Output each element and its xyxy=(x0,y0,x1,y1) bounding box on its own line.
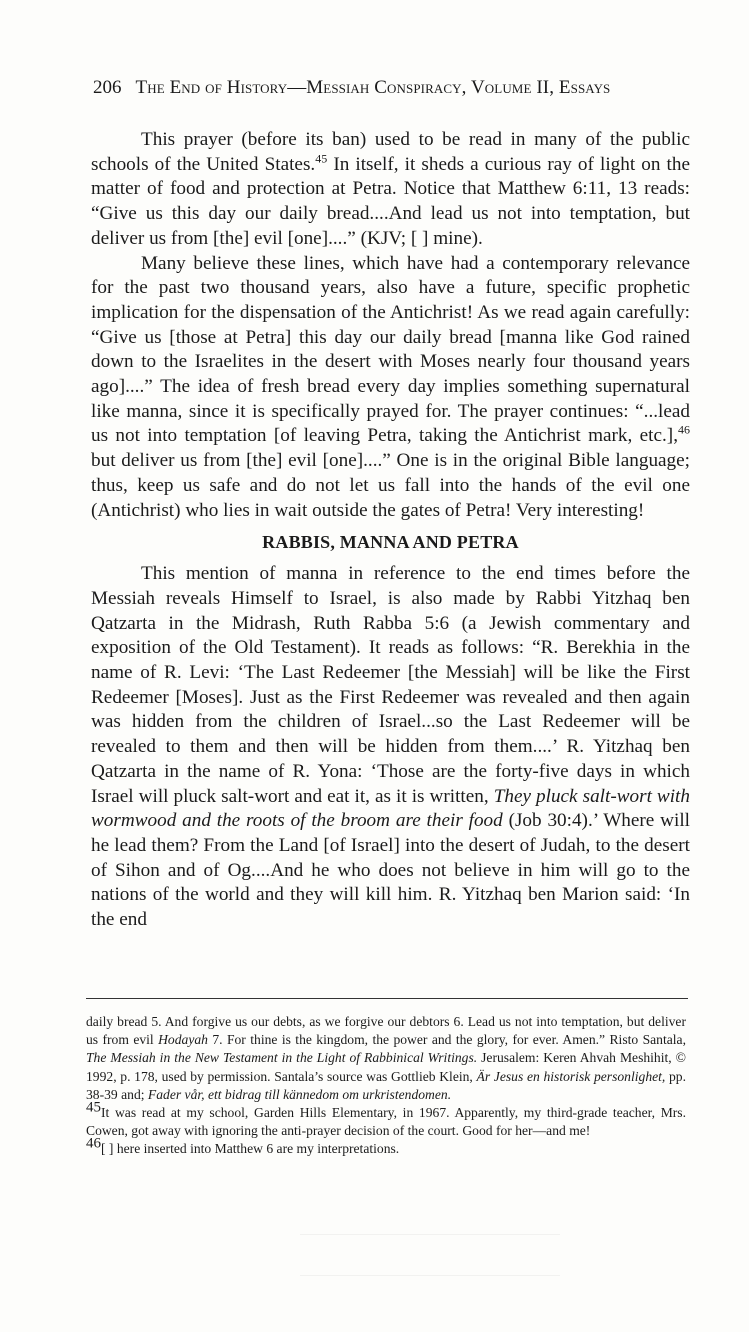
text-run: This prayer (before its ban) used to be read in many of the public schools of the United States. xyxy=(91,129,690,175)
italic-text: The Messiah in the New Testament in the Light of Rabbinical Writings. xyxy=(86,1050,478,1066)
text-run: daily bread 5. And forgive us our debts, as we forgive our debtors 6. Lead us not into temptation, but deliver us from evil xyxy=(86,1014,686,1048)
main-text xyxy=(91,128,690,933)
show-through-bleed xyxy=(300,1234,560,1276)
text-run: Jerusalem: Keren Ahvah Meshihit, © 1992, p. 178, used by permission. Santala’s source was Gottlieb Klein, xyxy=(86,1050,686,1084)
footnote-number: 46 xyxy=(86,1135,101,1152)
text-run: but deliver us from [the] evil [one]....” One is in the original Bible language; thus, keep us safe and do not let us fall into the hands of the evil one (Antichrist) who lies in wait outside the gates of Petra! Very interesting! xyxy=(91,450,690,521)
section-heading: RABBIS, MANNA AND PETRA xyxy=(262,532,519,553)
text-run: (Job 30:4).’ Where will he lead them? From the Land [of Israel] into the desert of Judah, to the desert of Sihon and of Og....And he who does not believe in him will go to the nations of the world and they will kill him. R. Yitzhaq ben Marion said: ‘In the end xyxy=(91,810,691,931)
footnote-number: 45 xyxy=(86,1099,101,1116)
text-run: 7. For thine is the kingdom, the power and the glory, for ever. Amen.” Risto Santala, xyxy=(207,1032,686,1048)
footnotes xyxy=(86,1013,686,1159)
text-run: This mention of manna in reference to the end times before the Messiah reveals Himself to Israel, is also made by Rabbi Yitzhaq ben Qatzarta in the Midrash, Ruth Rabba 5:6 (a Jewish commentary and exposition of the Old Testament). It reads as follows: “R. Berekhia in the name of R. Levi: ‘The Last Redeemer [the Messiah] will be like the First Redeemer [Moses]. Just as the First Redeemer was revealed and then again was hidden from the children of Israel...so the Last Redeemer will be revealed to them and then will be hidden from them....’ R. Yitzhaq ben Qatzarta in the name of R. Yona: ‘Those are the forty-five days in which Israel will pluck salt-wort and eat it, as it is written, xyxy=(91,563,690,807)
running-header xyxy=(93,76,693,100)
paragraph xyxy=(91,128,690,252)
italic-text: Är Jesus en historisk personlighet, xyxy=(476,1068,666,1084)
footnote-text: [ ] here inserted into Matthew 6 are my interpretations. xyxy=(101,1141,400,1157)
footnote-ref: 45 xyxy=(315,151,328,166)
footnote-ref: 46 xyxy=(678,423,690,438)
paragraph xyxy=(91,562,690,933)
paragraph xyxy=(91,252,690,524)
footnote-text: It was read at my school, Garden Hills Elementary, in 1967. Apparently, my third-grade teacher, Mrs. Cowen, got away with ignoring the anti-prayer decision of the court. Good for her—and me! xyxy=(86,1105,686,1139)
footnote-45 xyxy=(86,1099,686,1140)
italic-quote: They pluck salt-wort with wormwood and the roots of the broom are their food xyxy=(91,785,690,832)
text-run: pp. 38-39 and; xyxy=(86,1068,687,1102)
footnote-divider xyxy=(86,998,688,999)
italic-text: Hodayah xyxy=(158,1032,208,1048)
italic-text: Fader vår, ett bidrag till kännedom om urkristendomen. xyxy=(147,1086,452,1102)
text-run: In itself, it sheds a curious ray of light on the matter of food and protection at Petra. Notice that Matthew 6:11, 13 reads: “Give us this day our daily bread....And lead us not into temptation, but deliver us from [the] evil [one]....” (KJV; [ ] mine). xyxy=(91,153,690,249)
footnote-46 xyxy=(86,1135,686,1158)
text-run: Many believe these lines, which have had a contemporary relevance for the past two thousand years, also have a future, specific prophetic implication for the dispensation of the Antichrist! As we read again carefully: “Give us [those at Petra] this day our daily bread [manna like God rained down to the Israelites in the desert with Moses nearly four thousand years ago]....” The idea of fresh bread every day implies something supernatural like manna, since it is specifically prayed for. The prayer continues: “...lead us not into temptation [of leaving Petra, taking the Antichrist mark, etc.], xyxy=(91,252,690,447)
page-number: 206 xyxy=(93,77,122,98)
running-title: The End of History—Messiah Conspiracy, Volume II, Essays xyxy=(135,77,611,98)
footnote-continuation xyxy=(86,1013,686,1104)
